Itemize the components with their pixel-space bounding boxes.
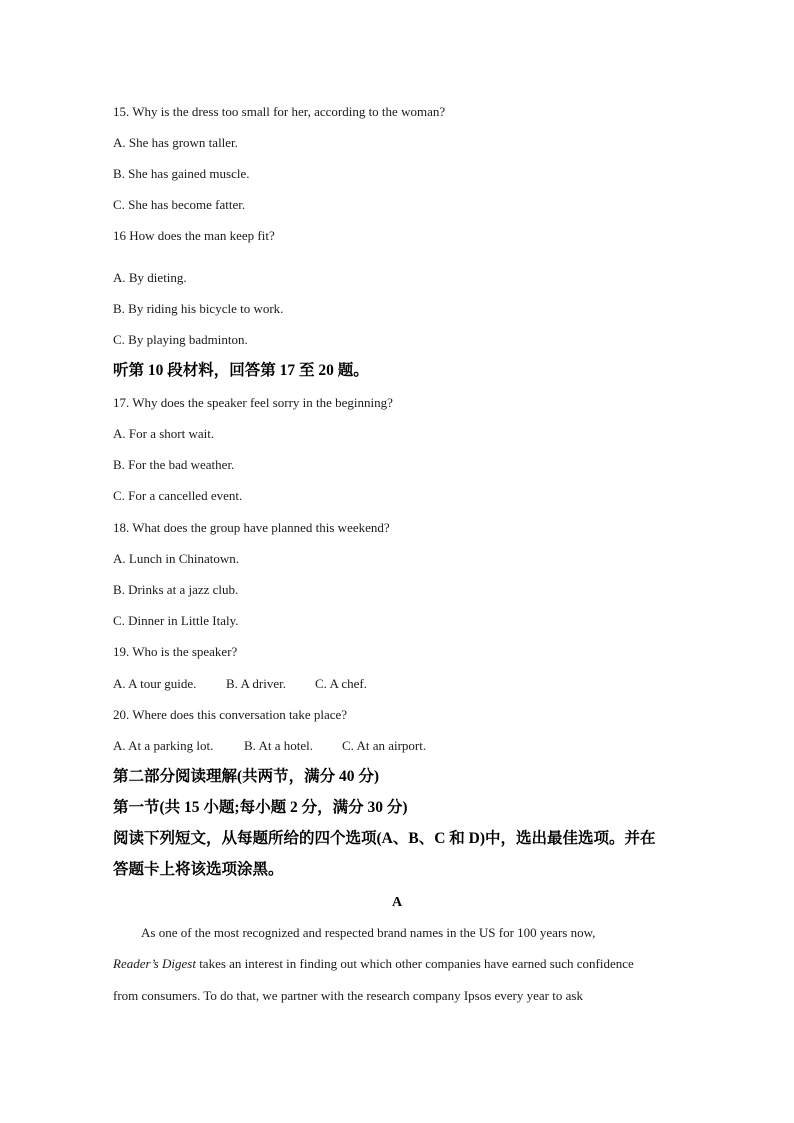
section10-heading: 听第 10 段材料，回答第 17 至 20 题。 <box>113 362 369 379</box>
q16-option-a: A. By dieting. <box>113 270 187 285</box>
q15-option-b: B. She has gained muscle. <box>113 166 250 181</box>
q16-question: 16 How does the man keep fit? <box>113 228 275 243</box>
q18-question: 18. What does the group have planned this weekend? <box>113 520 390 535</box>
q16-option-b: B. By riding his bicycle to work. <box>113 301 284 316</box>
q15-option-a: A. She has grown taller. <box>113 135 238 150</box>
q20-option-a: A. At a parking lot. <box>113 738 214 753</box>
magazine-title: Reader’s Digest <box>113 956 196 971</box>
passage-label: A <box>391 895 403 910</box>
q20-option-c: C. At an airport. <box>342 738 427 753</box>
passage-line2-text: takes an interest in finding out which other companies have earned such confidence <box>195 956 634 971</box>
q19-question: 19. Who is the speaker? <box>113 644 238 659</box>
q19-option-c: C. A chef. <box>315 676 367 691</box>
q20-options <box>113 738 426 754</box>
passage-line1: As one of the most recognized and respected brand names in the US for 100 years now, <box>141 925 596 940</box>
instruction-line1: 阅读下列短文，从每题所给的四个选项(A、B、C 和 D)中，选出最佳选项。并在 <box>113 830 656 847</box>
q19-option-a: A. A tour guide. <box>113 676 197 691</box>
q19-options <box>113 676 367 692</box>
q18-option-c: C. Dinner in Little Italy. <box>113 613 239 628</box>
instruction-line2: 答题卡上将该选项涂黑。 <box>113 861 284 878</box>
q17-option-b: B. For the bad weather. <box>113 457 235 472</box>
q15-option-c: C. She has become fatter. <box>113 197 246 212</box>
part2-heading: 第二部分阅读理解(共两节，满分 40 分) <box>113 768 380 785</box>
q16-option-c: C. By playing badminton. <box>113 332 248 347</box>
passage-line3: from consumers. To do that, we partner with the research company Ipsos every year to ask <box>113 988 583 1003</box>
q17-question: 17. Why does the speaker feel sorry in the beginning? <box>113 395 393 410</box>
q17-option-a: A. For a short wait. <box>113 426 215 441</box>
section1-heading: 第一节(共 15 小题;每小题 2 分，满分 30 分) <box>113 799 408 816</box>
q19-option-b: B. A driver. <box>226 676 286 691</box>
passage-line2 <box>113 956 634 972</box>
q20-option-b: B. At a hotel. <box>244 738 313 753</box>
q17-option-c: C. For a cancelled event. <box>113 488 243 503</box>
q18-option-b: B. Drinks at a jazz club. <box>113 582 239 597</box>
q15-question: 15. Why is the dress too small for her, according to the woman? <box>113 104 446 119</box>
q20-question: 20. Where does this conversation take place? <box>113 707 348 722</box>
q18-option-a: A. Lunch in Chinatown. <box>113 551 240 566</box>
